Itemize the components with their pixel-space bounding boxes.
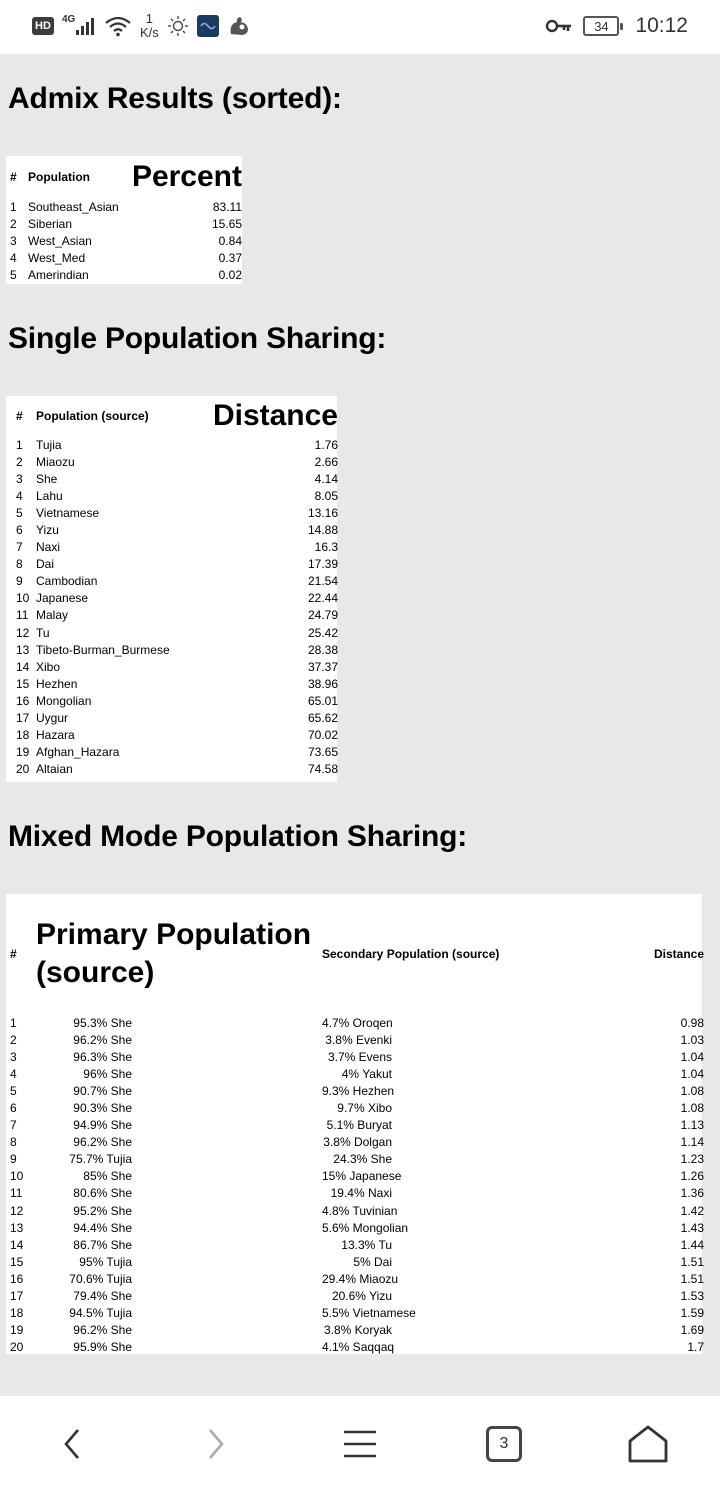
row-spacer	[132, 1031, 322, 1048]
row-primary: 96.2% She	[73, 1135, 132, 1150]
signal-icon	[62, 14, 96, 38]
row-distance: 14.88	[307, 523, 338, 538]
table-row	[10, 1134, 704, 1151]
row-distance: 24.79	[307, 608, 338, 623]
row-distance: 8.05	[314, 488, 338, 503]
row-spacer	[132, 1185, 322, 1202]
row-primary: 96.2% She	[73, 1323, 132, 1338]
header-secondary: Secondary Population (source)	[322, 947, 500, 961]
table-row	[10, 539, 338, 556]
row-primary: 96.2% She	[73, 1032, 132, 1047]
row-spacer	[132, 1082, 322, 1099]
home-button[interactable]	[624, 1420, 672, 1468]
row-distance: 70.02	[307, 728, 338, 743]
table-row	[10, 744, 338, 761]
row-population: Vietnamese	[36, 505, 100, 520]
row-distance: 1.42	[680, 1203, 704, 1218]
row-primary: 70.6% Tujia	[69, 1271, 132, 1286]
row-population: Naxi	[36, 540, 61, 555]
brightness-icon	[167, 15, 189, 37]
row-distance: 1.23	[680, 1152, 704, 1167]
row-index: 13	[10, 1220, 24, 1235]
row-distance: 65.62	[307, 711, 338, 726]
row-index: 17	[10, 1289, 24, 1304]
row-index: 14	[10, 1237, 24, 1252]
header-percent: Percent	[131, 160, 242, 193]
table-row	[10, 1270, 704, 1287]
row-index: 19	[10, 1323, 24, 1338]
mixed-title: Mixed Mode Population Sharing:	[8, 820, 468, 853]
row-primary: 96% She	[83, 1066, 132, 1081]
row-secondary: 15% Japanese	[322, 1169, 402, 1184]
row-spacer	[132, 1117, 322, 1134]
uc-browser-icon	[227, 14, 251, 38]
row-primary: 79.4% She	[73, 1289, 132, 1304]
row-distance: 1.03	[680, 1032, 704, 1047]
row-primary: 94.9% She	[73, 1118, 132, 1133]
table-row	[10, 1082, 704, 1099]
row-spacer	[132, 1202, 322, 1219]
row-primary: 95% Tujia	[79, 1254, 132, 1269]
row-distance: 38.96	[307, 676, 338, 691]
menu-button[interactable]	[336, 1420, 384, 1468]
row-index: 4	[10, 1066, 17, 1081]
row-index: 17	[16, 711, 30, 726]
row-primary: 94.4% She	[73, 1220, 132, 1235]
tabs-button[interactable]	[480, 1420, 528, 1468]
row-distance: 73.65	[307, 745, 338, 760]
table-header-row	[10, 894, 704, 1014]
row-index: 19	[16, 745, 30, 760]
row-index: 11	[16, 608, 29, 623]
row-population: Hazara	[36, 728, 75, 743]
row-index: 12	[10, 1203, 24, 1218]
row-primary: 85% She	[83, 1169, 132, 1184]
row-distance: 1.51	[680, 1271, 704, 1286]
table-row	[10, 470, 338, 487]
row-distance: 1.53	[680, 1289, 704, 1304]
row-population: Mongolian	[36, 693, 92, 708]
row-distance: 1.51	[680, 1254, 704, 1269]
hd-icon: HD	[32, 17, 54, 35]
row-index: 13	[16, 642, 30, 657]
row-distance: 25.42	[307, 625, 338, 640]
table-header-row	[10, 156, 242, 198]
row-index: 7	[10, 1118, 17, 1133]
row-population: Malay	[36, 608, 69, 623]
row-distance: 1.59	[680, 1306, 704, 1321]
network-type: 4G	[62, 14, 76, 25]
table-row	[10, 1117, 704, 1134]
header-distance: Distance	[653, 947, 704, 961]
menu-icon	[342, 1428, 378, 1460]
table-row	[10, 573, 338, 590]
row-index: 14	[16, 659, 30, 674]
row-index: 10	[10, 1169, 24, 1184]
header-index: #	[10, 170, 17, 184]
row-index: 10	[16, 591, 30, 606]
row-distance: 28.38	[307, 642, 338, 657]
table-row	[10, 1168, 704, 1185]
home-icon	[626, 1423, 670, 1465]
row-index: 15	[16, 676, 30, 691]
table-row	[10, 1065, 704, 1082]
row-primary: 80.6% She	[73, 1186, 132, 1201]
row-distance: 1.04	[680, 1066, 704, 1081]
row-spacer	[132, 1236, 322, 1253]
row-population: Japanese	[36, 591, 89, 606]
row-secondary: 3.8% Dolgan	[323, 1135, 392, 1150]
row-distance: 1.14	[680, 1135, 704, 1150]
table-row	[10, 658, 338, 675]
admix-table	[6, 156, 242, 284]
row-distance: 1.04	[680, 1049, 704, 1064]
table-row	[10, 1253, 704, 1270]
row-secondary: 5.5% Vietnamese	[322, 1306, 416, 1321]
table-row	[10, 1322, 704, 1339]
table-row	[10, 607, 338, 624]
row-spacer	[132, 1322, 322, 1339]
row-index: 1	[10, 1015, 17, 1030]
forward-icon	[204, 1426, 228, 1462]
row-secondary: 4.7% Oroqen	[322, 1015, 393, 1030]
tabs-icon: 3	[486, 1426, 522, 1462]
row-spacer	[132, 1065, 322, 1082]
table-row	[10, 1099, 704, 1116]
row-population: Cambodian	[36, 574, 98, 589]
row-population: Uygur	[36, 711, 69, 726]
row-distance: 1.36	[680, 1186, 704, 1201]
row-index: 4	[16, 488, 23, 503]
table-row	[10, 641, 338, 658]
table-row	[10, 590, 338, 607]
row-index: 8	[16, 557, 23, 572]
header-index: #	[10, 947, 17, 961]
table-row	[10, 521, 338, 538]
row-primary: 96.3% She	[73, 1049, 132, 1064]
single-population-table	[6, 396, 337, 782]
row-index: 7	[16, 540, 23, 555]
row-secondary: 19.4% Naxi	[330, 1186, 392, 1201]
row-population: Hezhen	[36, 676, 78, 691]
mixed-population-table	[6, 894, 702, 1354]
table-row	[10, 453, 338, 470]
row-distance: 0.98	[680, 1015, 704, 1030]
header-index: #	[16, 409, 23, 423]
row-population: Xibo	[36, 659, 61, 674]
row-population: Tu	[36, 625, 50, 640]
row-population: Yizu	[36, 523, 59, 538]
row-secondary: 20.6% Yizu	[331, 1289, 392, 1304]
row-distance: 16.3	[314, 540, 338, 555]
row-index: 11	[10, 1186, 23, 1201]
row-primary: 86.7% She	[73, 1237, 132, 1252]
row-index: 1	[16, 437, 23, 452]
bottom-nav-bar	[0, 1396, 720, 1493]
row-index: 9	[16, 574, 23, 589]
row-distance: 1.69	[680, 1323, 704, 1338]
row-index: 5	[10, 1083, 17, 1098]
row-distance: 13.16	[307, 505, 338, 520]
row-primary: 90.7% She	[73, 1083, 132, 1098]
row-index: 20	[10, 1340, 24, 1355]
row-primary: 90.3% She	[73, 1101, 132, 1116]
table-row	[10, 675, 338, 692]
row-secondary: 24.3% She	[333, 1152, 392, 1167]
row-distance: 1.08	[680, 1083, 704, 1098]
header-distance: Distance	[212, 399, 338, 432]
table-row	[10, 692, 338, 709]
table-row	[10, 1031, 704, 1048]
row-distance: 74.58	[307, 762, 338, 777]
table-row: 1 Southeast_Asian 83.11	[10, 199, 242, 214]
row-population: Miaozu	[36, 454, 75, 469]
table-row	[10, 1236, 704, 1253]
table-row: 3 West_Asian 0.84	[10, 233, 242, 248]
row-distance: 2.66	[314, 454, 338, 469]
table-row	[10, 1305, 704, 1322]
row-distance: 1.43	[680, 1220, 704, 1235]
row-primary: 95.9% She	[73, 1340, 132, 1355]
row-index: 5	[16, 505, 23, 520]
row-distance: 1.44	[680, 1237, 704, 1252]
row-distance: 1.13	[680, 1118, 704, 1133]
row-spacer	[132, 1253, 322, 1270]
row-spacer	[132, 1134, 322, 1151]
row-distance: 1.7	[687, 1340, 704, 1355]
table-row	[10, 1151, 704, 1168]
row-distance: 1.26	[680, 1169, 704, 1184]
table-row	[10, 710, 338, 727]
network-speed: 1 K/s	[140, 11, 159, 40]
row-secondary: 4.1% Saqqaq	[322, 1340, 395, 1355]
back-button[interactable]	[48, 1420, 96, 1468]
row-spacer	[132, 1151, 322, 1168]
row-index: 12	[16, 625, 30, 640]
row-secondary: 5.6% Mongolian	[322, 1220, 409, 1235]
row-spacer	[132, 1099, 322, 1116]
table-row	[10, 761, 338, 778]
row-secondary: 9.3% Hezhen	[322, 1083, 395, 1098]
row-index: 16	[16, 693, 30, 708]
row-distance: 22.44	[307, 591, 338, 606]
row-population: Tibeto-Burman_Burmese	[36, 642, 170, 657]
row-index: 3	[10, 1049, 17, 1064]
header-population: Population (source)	[36, 409, 149, 423]
single-title: Single Population Sharing:	[8, 322, 387, 355]
row-spacer	[132, 1168, 322, 1185]
row-spacer	[132, 1014, 322, 1031]
row-index: 2	[16, 454, 23, 469]
row-secondary: 13.3% Tu	[341, 1237, 392, 1252]
table-row	[10, 1048, 704, 1065]
row-spacer	[132, 1305, 322, 1322]
row-population: Tujia	[36, 437, 62, 452]
row-population: Dai	[36, 557, 55, 572]
row-index: 6	[10, 1101, 17, 1116]
row-index: 18	[16, 728, 30, 743]
row-distance: 4.14	[314, 471, 338, 486]
row-distance: 37.37	[307, 659, 338, 674]
table-row	[10, 504, 338, 521]
row-population: She	[36, 471, 58, 486]
table-row	[10, 1185, 704, 1202]
vpn-key-icon	[545, 17, 573, 35]
row-index: 15	[10, 1254, 24, 1269]
row-index: 6	[16, 523, 23, 538]
table-header-row	[10, 396, 338, 436]
table-row	[10, 556, 338, 573]
row-index: 16	[10, 1271, 24, 1286]
row-population: Altaian	[36, 762, 73, 777]
row-secondary: 4.8% Tuvinian	[322, 1203, 398, 1218]
row-index: 2	[10, 1032, 17, 1047]
forward-button[interactable]	[192, 1420, 240, 1468]
table-row: 5 Amerindian 0.02	[10, 267, 242, 282]
header-primary: Primary Population (source)	[36, 918, 312, 989]
table-row	[10, 487, 338, 504]
row-distance: 65.01	[307, 693, 338, 708]
table-row	[10, 727, 338, 744]
table-row	[10, 624, 338, 641]
header-population: Population	[28, 170, 90, 184]
table-row	[10, 1288, 704, 1305]
table-row	[10, 1339, 704, 1356]
table-row: 4 West_Med 0.37	[10, 250, 242, 265]
row-index: 20	[16, 762, 30, 777]
row-secondary: 5.1% Buryat	[326, 1118, 392, 1133]
row-distance: 1.08	[680, 1101, 704, 1116]
row-secondary: 3.7% Evens	[327, 1049, 392, 1064]
row-primary: 95.3% She	[73, 1015, 132, 1030]
row-spacer	[132, 1270, 322, 1287]
row-spacer	[132, 1288, 322, 1305]
table-row	[10, 1202, 704, 1219]
status-bar	[0, 0, 720, 54]
table-row	[10, 436, 338, 453]
row-secondary: 4% Yakut	[341, 1066, 392, 1081]
admix-title: Admix Results (sorted):	[8, 82, 342, 115]
table-row	[10, 1219, 704, 1236]
row-index: 9	[10, 1152, 17, 1167]
clock: 10:12	[635, 14, 688, 37]
row-index: 8	[10, 1135, 17, 1150]
table-row	[10, 1014, 704, 1031]
row-population: Afghan_Hazara	[36, 745, 120, 760]
row-secondary: 5% Dai	[353, 1254, 392, 1269]
row-index: 18	[10, 1306, 24, 1321]
table-row: 2 Siberian 15.65	[10, 216, 242, 231]
row-distance: 1.76	[314, 437, 338, 452]
row-population: Lahu	[36, 488, 63, 503]
row-index: 3	[16, 471, 23, 486]
app-notification-icon	[197, 15, 219, 37]
row-spacer	[132, 1048, 322, 1065]
row-spacer	[132, 1339, 322, 1356]
row-secondary: 3.8% Evenki	[325, 1032, 392, 1047]
back-icon	[60, 1426, 84, 1462]
row-primary: 95.2% She	[73, 1203, 132, 1218]
row-distance: 17.39	[307, 557, 338, 572]
row-secondary: 9.7% Xibo	[337, 1101, 392, 1116]
row-distance: 21.54	[307, 574, 338, 589]
battery-icon: 34	[583, 16, 619, 36]
row-primary: 94.5% Tujia	[69, 1306, 132, 1321]
wifi-icon	[104, 14, 132, 38]
row-secondary: 29.4% Miaozu	[322, 1271, 399, 1286]
row-secondary: 3.8% Koryak	[323, 1323, 392, 1338]
row-primary: 75.7% Tujia	[69, 1152, 132, 1167]
row-spacer	[132, 1219, 322, 1236]
